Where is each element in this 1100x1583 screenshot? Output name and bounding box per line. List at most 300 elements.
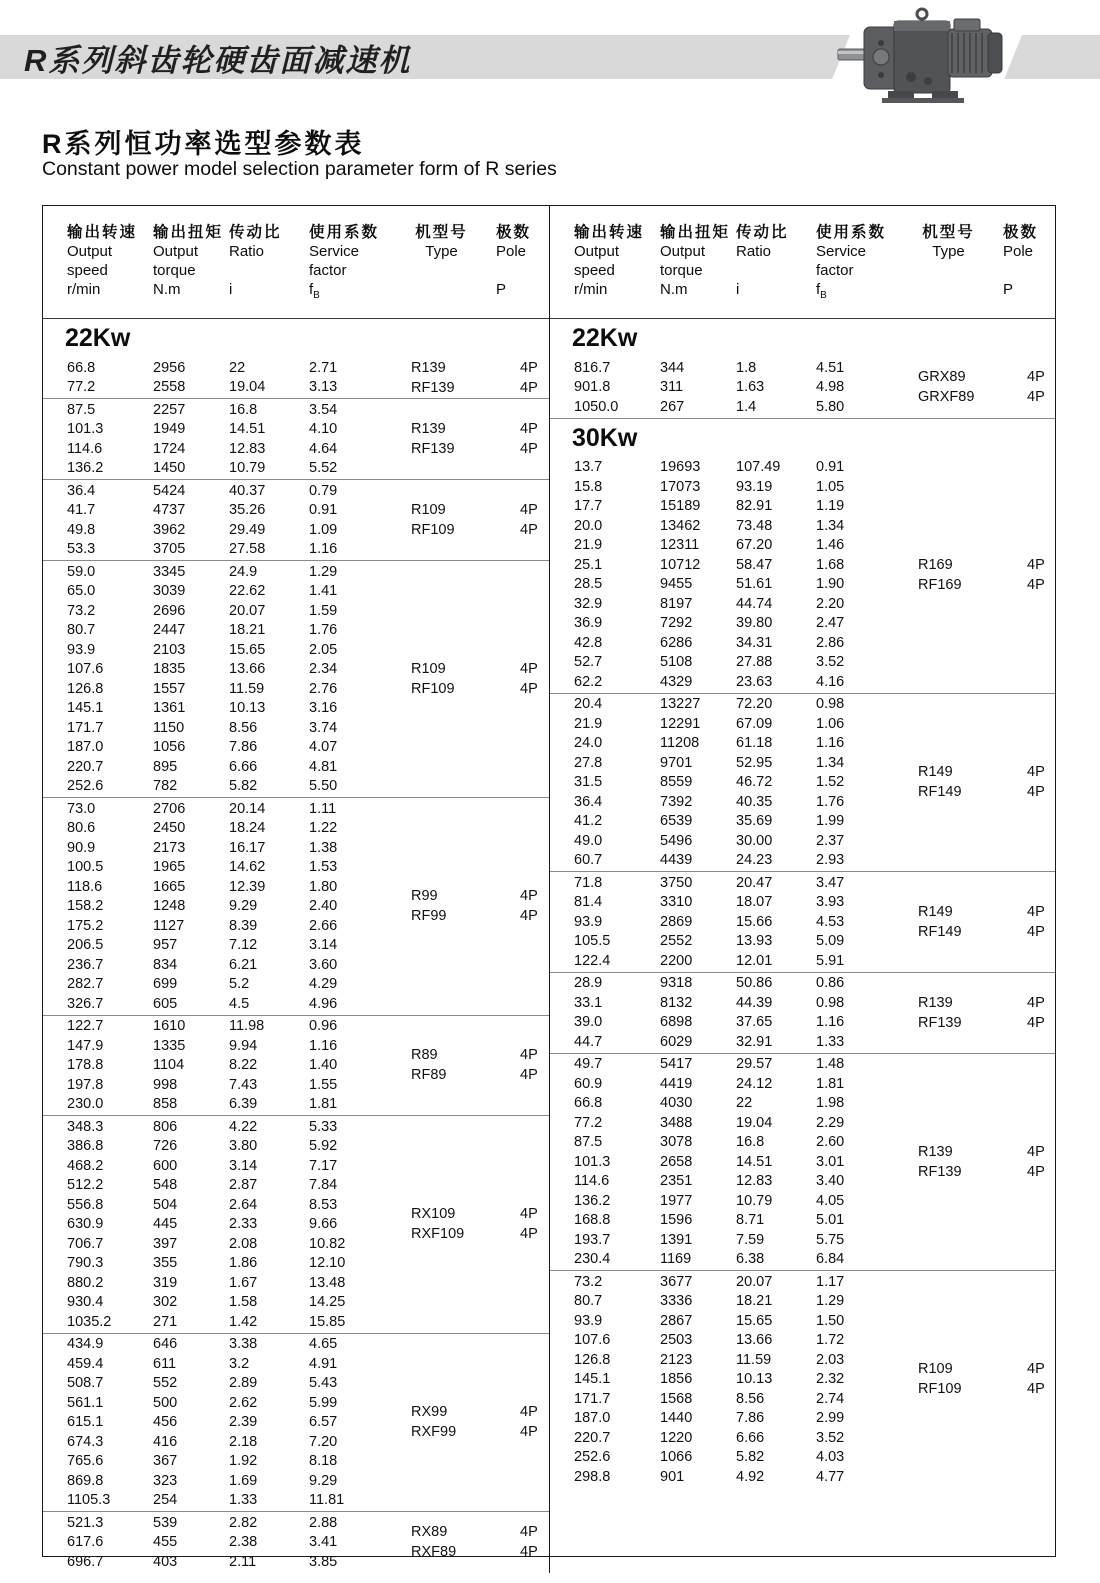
type-line <box>411 1224 549 1244</box>
service-factor-cell: 3.52 <box>816 654 845 671</box>
ratio-cell: 67.09 <box>736 715 773 732</box>
ratio-cell: 4.5 <box>229 995 250 1012</box>
ratio-cell: 13.66 <box>736 1332 773 1349</box>
power-section <box>550 319 1055 418</box>
group-type-block <box>411 798 549 1015</box>
group-type-block <box>411 399 549 479</box>
header-col-0 <box>67 223 153 305</box>
table-row <box>43 1293 411 1313</box>
power-rating-title: 22Kw <box>572 324 638 352</box>
table-row <box>43 955 411 975</box>
type-label: RX109 <box>411 1206 456 1223</box>
row-group <box>43 1333 549 1512</box>
service-factor-cell: 1.40 <box>309 1057 338 1074</box>
type-label: RX99 <box>411 1404 448 1421</box>
table-row <box>43 501 411 521</box>
pole-label: 4P <box>1027 1163 1045 1180</box>
power-rating-title: 30Kw <box>572 423 638 452</box>
group-type-block <box>918 1271 1055 1488</box>
table-row <box>43 439 411 459</box>
table-row <box>43 838 411 858</box>
type-label: RXF109 <box>411 1226 465 1243</box>
service-factor-cell: 3.93 <box>816 894 845 911</box>
group-data <box>550 872 918 972</box>
output-speed-cell: 220.7 <box>574 1429 611 1446</box>
output-speed-cell: 28.5 <box>574 576 603 593</box>
service-factor-cell: 2.40 <box>309 898 338 915</box>
unit-subscript: B <box>820 290 827 301</box>
table-row <box>550 1448 918 1468</box>
output-speed-cell: 77.2 <box>574 1114 603 1131</box>
table-row <box>43 420 411 440</box>
service-factor-cell: 4.53 <box>816 913 845 930</box>
type-label: RF139 <box>411 379 455 396</box>
type-line <box>918 762 1055 782</box>
header-line: Type <box>932 243 965 260</box>
pole-label: 4P <box>520 379 538 396</box>
header-line <box>496 261 549 280</box>
service-factor-cell: 1.55 <box>309 1076 338 1093</box>
table-row <box>43 582 411 602</box>
output-speed-cell: 706.7 <box>67 1235 104 1252</box>
output-speed-cell: 147.9 <box>67 1037 104 1054</box>
table-row <box>43 640 411 660</box>
output-speed-cell: 59.0 <box>67 563 96 580</box>
output-speed-cell: 171.7 <box>574 1390 611 1407</box>
table-row <box>43 975 411 995</box>
header-line: 传动比 <box>736 224 789 241</box>
output-speed-cell: 521.3 <box>67 1514 104 1531</box>
output-speed-cell: 49.0 <box>574 832 603 849</box>
service-factor-cell: 1.53 <box>309 859 338 876</box>
parameter-table <box>42 205 1056 1570</box>
table-row <box>550 653 918 673</box>
group-data <box>550 357 918 418</box>
header-line: r/min <box>67 281 101 298</box>
power-section <box>550 418 1055 1488</box>
ratio-cell: 2.89 <box>229 1375 258 1392</box>
table-row <box>550 497 918 517</box>
output-torque-cell: 2450 <box>153 820 186 837</box>
type-label: RXF89 <box>411 1544 457 1561</box>
output-speed-cell: 20.0 <box>574 517 603 534</box>
table-row <box>550 1230 918 1250</box>
pole-label: 4P <box>1027 903 1045 920</box>
table-body-left <box>43 319 549 1573</box>
output-torque-cell: 552 <box>153 1375 178 1392</box>
ratio-cell: 1.86 <box>229 1255 258 1272</box>
header-line: Type <box>425 243 458 260</box>
output-speed-cell: 869.8 <box>67 1472 104 1489</box>
pole-label: 4P <box>520 1424 538 1441</box>
output-torque-cell: 4329 <box>660 673 693 690</box>
ratio-cell: 40.35 <box>736 793 773 810</box>
table-row <box>550 714 918 734</box>
ratio-cell: 29.49 <box>229 521 266 538</box>
output-speed-cell: 168.8 <box>574 1212 611 1229</box>
ratio-cell: 18.21 <box>736 1293 773 1310</box>
output-torque-cell: 17073 <box>660 478 701 495</box>
table-right-half <box>549 206 1055 1573</box>
output-torque-cell: 11208 <box>660 735 700 752</box>
output-torque-cell: 10712 <box>660 556 701 573</box>
output-speed-cell: 118.6 <box>67 878 103 895</box>
service-factor-cell: 1.50 <box>816 1312 845 1329</box>
type-line <box>411 1542 549 1562</box>
header-line: 输出扭矩 <box>153 224 224 241</box>
table-row <box>43 916 411 936</box>
output-torque-cell: 646 <box>153 1336 178 1353</box>
table-row <box>550 812 918 832</box>
pole-label: 4P <box>1027 369 1045 386</box>
ratio-cell: 1.8 <box>736 359 757 376</box>
ratio-cell: 15.65 <box>736 1312 773 1329</box>
service-factor-cell: 3.16 <box>309 700 338 717</box>
table-row <box>550 1032 918 1052</box>
output-torque-cell: 4737 <box>153 502 186 519</box>
table-row <box>43 799 411 819</box>
power-section <box>43 319 549 1573</box>
service-factor-cell: 1.38 <box>309 839 338 856</box>
output-torque-cell: 13227 <box>660 696 701 713</box>
group-type-block <box>411 480 549 560</box>
output-torque-cell: 2503 <box>660 1332 693 1349</box>
row-group <box>43 1015 549 1116</box>
output-torque-cell: 5108 <box>660 654 693 671</box>
ratio-cell: 27.88 <box>736 654 773 671</box>
pole-label: 4P <box>520 1404 538 1421</box>
table-row <box>550 1389 918 1409</box>
service-factor-cell: 15.85 <box>309 1313 346 1330</box>
ratio-cell: 24.12 <box>736 1075 773 1092</box>
ratio-cell: 67.20 <box>736 537 773 554</box>
output-speed-cell: 434.9 <box>67 1336 104 1353</box>
table-row <box>550 1094 918 1114</box>
table-row <box>550 1133 918 1153</box>
row-group <box>43 1511 549 1573</box>
ratio-cell: 9.29 <box>229 898 258 915</box>
output-torque-cell: 2552 <box>660 933 693 950</box>
output-speed-cell: 136.2 <box>67 460 104 477</box>
ratio-cell: 12.83 <box>229 440 266 457</box>
type-label: R99 <box>411 888 438 905</box>
type-label: R89 <box>411 1047 438 1064</box>
header-col-3 <box>309 223 387 305</box>
output-torque-cell: 1361 <box>153 700 186 717</box>
table-row <box>43 1017 411 1037</box>
service-factor-cell: 4.16 <box>816 673 845 690</box>
output-torque-cell: 2257 <box>153 401 186 418</box>
row-group <box>550 457 1055 693</box>
output-speed-cell: 107.6 <box>67 661 104 678</box>
type-line <box>918 902 1055 922</box>
header-line: P <box>1003 281 1014 298</box>
ratio-cell: 46.72 <box>736 774 773 791</box>
output-speed-cell: 220.7 <box>67 758 104 775</box>
output-speed-cell: 90.9 <box>67 839 96 856</box>
output-speed-cell: 561.1 <box>67 1394 104 1411</box>
service-factor-cell: 1.76 <box>816 793 845 810</box>
type-label: R169 <box>918 556 953 573</box>
service-factor-cell: 1.19 <box>816 498 845 515</box>
output-torque-cell: 806 <box>153 1118 178 1135</box>
service-factor-cell: 7.20 <box>309 1433 338 1450</box>
table-row <box>550 773 918 793</box>
service-factor-cell: 3.54 <box>309 401 338 418</box>
type-label: R149 <box>918 764 953 781</box>
service-factor-cell: 4.64 <box>309 440 338 457</box>
type-line <box>918 993 1055 1013</box>
output-speed-cell: 20.4 <box>574 696 603 713</box>
output-speed-cell: 41.7 <box>67 502 96 519</box>
output-speed-cell: 101.3 <box>574 1153 611 1170</box>
output-torque-cell: 2558 <box>153 379 186 396</box>
group-data <box>550 457 918 693</box>
type-label: R149 <box>918 903 953 920</box>
service-factor-cell: 8.18 <box>309 1453 338 1470</box>
type-line <box>411 500 549 520</box>
output-torque-cell: 5417 <box>660 1056 693 1073</box>
output-torque-cell: 539 <box>153 1514 178 1531</box>
ratio-cell: 8.39 <box>229 917 258 934</box>
ratio-cell: 22 <box>736 1095 753 1112</box>
group-type-block <box>918 694 1055 872</box>
ratio-cell: 1.63 <box>736 379 765 396</box>
output-torque-cell: 19693 <box>660 459 701 476</box>
service-factor-cell: 1.22 <box>309 820 338 837</box>
header-line: N.m <box>153 281 181 298</box>
group-data <box>550 1054 918 1271</box>
ratio-cell: 2.18 <box>229 1433 258 1450</box>
table-row <box>43 481 411 501</box>
output-torque-cell: 2103 <box>153 641 186 658</box>
ratio-cell: 18.07 <box>736 894 773 911</box>
header-col-2 <box>229 223 309 305</box>
output-speed-cell: 27.8 <box>574 754 603 771</box>
type-label: GRX89 <box>918 369 966 386</box>
group-data <box>550 973 918 1053</box>
service-factor-cell: 5.75 <box>816 1231 845 1248</box>
table-row <box>43 1234 411 1254</box>
output-torque-cell: 782 <box>153 778 178 795</box>
output-speed-cell: 25.1 <box>574 556 603 573</box>
ratio-cell: 8.71 <box>736 1212 765 1229</box>
row-group <box>550 871 1055 972</box>
ratio-cell: 20.47 <box>736 874 773 891</box>
output-torque-cell: 319 <box>153 1274 178 1291</box>
group-data <box>43 561 411 797</box>
ratio-cell: 6.21 <box>229 956 258 973</box>
output-torque-cell: 1965 <box>153 859 186 876</box>
output-torque-cell: 834 <box>153 956 178 973</box>
output-speed-cell: 53.3 <box>67 541 96 558</box>
output-torque-cell: 12311 <box>660 537 700 554</box>
table-row <box>550 1211 918 1231</box>
output-torque-cell: 2869 <box>660 913 693 930</box>
pole-label: 4P <box>1027 923 1045 940</box>
service-factor-cell: 3.47 <box>816 874 845 891</box>
ratio-cell: 39.80 <box>736 615 773 632</box>
table-row <box>43 1215 411 1235</box>
group-data <box>43 1116 411 1333</box>
ratio-cell: 7.86 <box>229 739 258 756</box>
header-col-2 <box>736 223 816 305</box>
table-row <box>43 621 411 641</box>
table-row <box>43 1393 411 1413</box>
table-row <box>550 1272 918 1292</box>
table-row <box>550 477 918 497</box>
header-line: torque <box>153 262 196 279</box>
output-speed-cell: 77.2 <box>67 379 96 396</box>
table-row <box>43 858 411 878</box>
output-torque-cell: 8197 <box>660 595 693 612</box>
table-row <box>550 516 918 536</box>
type-line <box>411 659 549 679</box>
output-torque-cell: 548 <box>153 1177 178 1194</box>
output-speed-cell: 93.9 <box>67 641 96 658</box>
type-line <box>411 1204 549 1224</box>
table-row <box>550 614 918 634</box>
output-speed-cell: 178.8 <box>67 1057 104 1074</box>
ratio-cell: 30.00 <box>736 832 773 849</box>
type-label: RF149 <box>918 784 962 801</box>
ratio-cell: 40.37 <box>229 482 266 499</box>
type-line <box>411 906 549 926</box>
service-factor-cell: 3.74 <box>309 719 338 736</box>
ratio-cell: 1.4 <box>736 398 757 415</box>
ratio-cell: 11.98 <box>229 1018 265 1035</box>
type-label: R139 <box>411 421 446 437</box>
ratio-cell: 18.24 <box>229 820 266 837</box>
table-row <box>550 1292 918 1312</box>
service-factor-cell: 5.52 <box>309 460 338 477</box>
type-line <box>918 782 1055 802</box>
pole-label: 4P <box>1027 389 1045 406</box>
service-factor-cell: 2.47 <box>816 615 845 632</box>
row-group <box>550 357 1055 418</box>
ratio-cell: 4.92 <box>736 1468 765 1485</box>
header-col-1 <box>153 223 229 305</box>
ratio-cell: 12.83 <box>736 1173 773 1190</box>
table-row <box>550 1055 918 1075</box>
type-label: RF99 <box>411 908 447 925</box>
output-torque-cell: 1856 <box>660 1371 693 1388</box>
ratio-cell: 2.08 <box>229 1235 258 1252</box>
ratio-cell: 12.01 <box>736 952 773 969</box>
output-torque-cell: 600 <box>153 1157 178 1174</box>
ratio-cell: 4.22 <box>229 1118 258 1135</box>
output-torque-cell: 1248 <box>153 898 186 915</box>
service-factor-cell: 4.81 <box>309 758 338 775</box>
banner-band-right <box>1004 35 1100 79</box>
output-speed-cell: 122.7 <box>67 1018 104 1035</box>
row-group <box>43 357 549 398</box>
table-row <box>550 873 918 893</box>
service-factor-cell: 1.34 <box>816 754 845 771</box>
ratio-cell: 51.61 <box>736 576 773 593</box>
output-speed-cell: 193.7 <box>574 1231 611 1248</box>
output-torque-cell: 2447 <box>153 622 186 639</box>
service-factor-cell: 1.76 <box>309 622 338 639</box>
output-torque-cell: 5496 <box>660 832 693 849</box>
output-torque-cell: 456 <box>153 1414 178 1431</box>
table-row <box>550 831 918 851</box>
table-row <box>43 1273 411 1293</box>
ratio-cell: 14.51 <box>229 421 266 438</box>
service-factor-cell: 4.77 <box>816 1468 845 1485</box>
table-row <box>550 851 918 871</box>
ratio-cell: 73.48 <box>736 517 773 534</box>
type-label: R109 <box>918 1361 953 1378</box>
group-type-block <box>918 457 1055 693</box>
service-factor-cell: 0.86 <box>816 975 845 992</box>
service-factor-cell: 3.60 <box>309 956 338 973</box>
table-row <box>43 520 411 540</box>
group-data <box>43 1334 411 1512</box>
header-line: i <box>229 281 233 298</box>
output-torque-cell: 416 <box>153 1433 178 1450</box>
output-torque-cell: 1949 <box>153 421 186 438</box>
output-torque-cell: 3310 <box>660 894 693 911</box>
service-factor-cell: 1.17 <box>816 1273 845 1290</box>
output-torque-cell: 3705 <box>153 541 186 558</box>
service-factor-cell: 4.98 <box>816 379 845 396</box>
pole-label: 4P <box>1027 784 1045 801</box>
output-speed-cell: 93.9 <box>574 1312 603 1329</box>
output-speed-cell: 615.1 <box>67 1414 104 1431</box>
type-line <box>918 1142 1055 1162</box>
output-torque-cell: 1391 <box>660 1231 693 1248</box>
table-row <box>43 378 411 398</box>
ratio-cell: 11.59 <box>229 680 265 697</box>
table-left-half <box>43 206 549 1573</box>
ratio-cell: 27.58 <box>229 541 266 558</box>
service-factor-cell: 4.65 <box>309 1336 338 1353</box>
header-line: Ratio <box>736 243 772 260</box>
page-title-en: Constant power model selection parameter form of R series <box>42 158 557 180</box>
header-line: Output <box>153 243 199 260</box>
output-speed-cell: 282.7 <box>67 976 104 993</box>
service-factor-cell: 2.05 <box>309 641 338 658</box>
output-speed-cell: 36.4 <box>67 482 96 499</box>
output-speed-cell: 100.5 <box>67 859 104 876</box>
ratio-cell: 61.18 <box>736 735 773 752</box>
ratio-cell: 24.9 <box>229 563 258 580</box>
type-label: RF109 <box>918 1381 962 1398</box>
header-line: $f_B$ <box>309 281 320 301</box>
service-factor-cell: 2.03 <box>816 1351 845 1368</box>
ratio-cell: 19.04 <box>736 1114 773 1131</box>
service-factor-cell: 1.98 <box>816 1095 845 1112</box>
power-rating-title: 22Kw <box>65 324 131 352</box>
ratio-cell: 3.80 <box>229 1138 258 1155</box>
output-speed-cell: 32.9 <box>574 595 603 612</box>
table-row <box>550 1250 918 1270</box>
ratio-cell: 14.62 <box>229 859 266 876</box>
output-torque-cell: 1610 <box>153 1018 186 1035</box>
ratio-cell: 16.17 <box>229 839 266 856</box>
output-torque-cell: 9318 <box>660 975 693 992</box>
output-torque-cell: 2200 <box>660 952 693 969</box>
output-torque-cell: 311 <box>660 379 684 396</box>
output-torque-cell: 2658 <box>660 1153 693 1170</box>
table-row <box>43 1513 411 1533</box>
output-torque-cell: 1127 <box>153 917 185 934</box>
output-torque-cell: 6539 <box>660 813 693 830</box>
type-label: GRXF89 <box>918 389 975 406</box>
header-line: i <box>736 281 740 298</box>
ratio-cell: 58.47 <box>736 556 773 573</box>
